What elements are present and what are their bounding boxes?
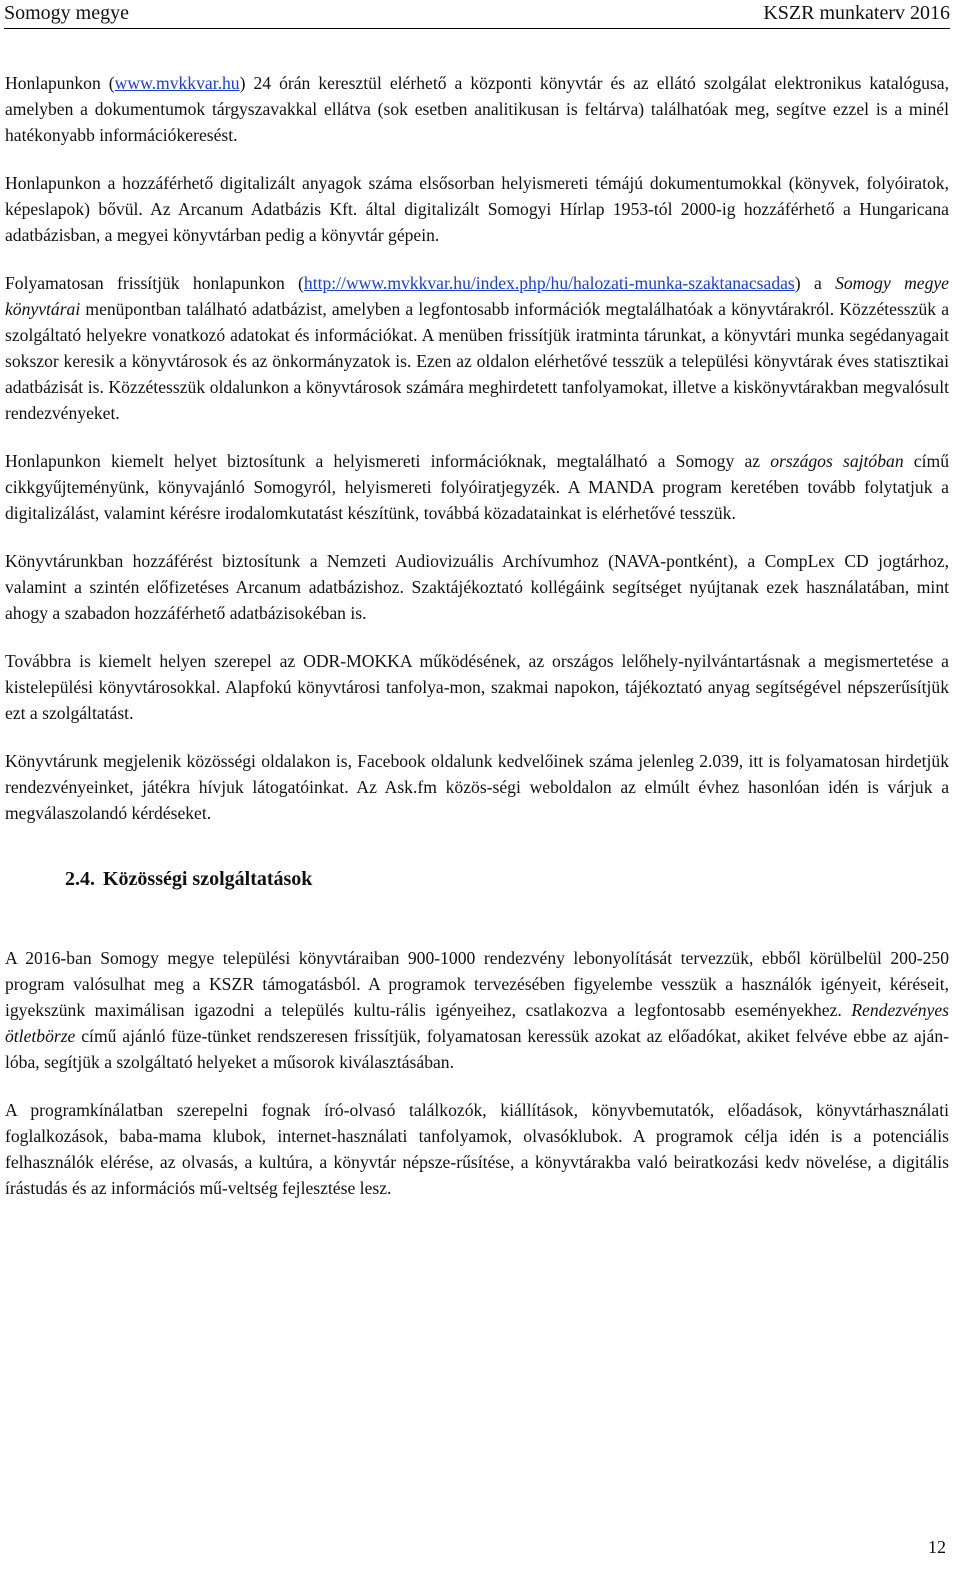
paragraph-website-updates: Folyamatosan frissítjük honlapunkon (http://www.mvkkvar.hu/index.php/hu/halozati-munka-szaktanacsadas) a Somogy megye könyvtárai menüpontban található adatbázist, amelyben a legfontosabb információk megtalálhatóak a könyvtárakról. Közzétesszük a szolgáltató helyekre vonatkozó adatokat és információkat. A menüben frissítjük iratminta tárunkat, a könyvtári munka segédanyagait sokszor keresik a könyvtárosok és az önkormányzatok is. Ezen az oldalon elérhetővé tesszük a települési könyvtárak éves statisztikai adatbázisát is. Közzétesszük oldalunkon a könyvtárosok számára meghirdetett tanfolyamokat, illetve a kiskönyvtárakban megvalósult rendezvényeket.	[5, 273, 949, 423]
paragraph-events-plan: A 2016-ban Somogy megye települési könyvtáraiban 900-1000 rendezvény lebonyolítását tervezzük, ebből körülbelül 200-250 program valósulhat meg a KSZR támogatásból. A programok tervezésében figyelembe vesszük a használók igényeit, kéréseit, igyekszünk maximálisan igazodni a település kultu-rális igényeihez, csatlakozva a legfontosabb eseményekhez. Rendezvényes ötletbörze című ajánló füze-tünket rendszeresen frissítjük, folyamatosan keressük azokat az előadókat, akiket felvéve ebbe az aján-lóba, segítjük a szolgáltató helyeket a műsorok kiválasztásában.	[5, 948, 949, 1072]
header-county: Somogy megye	[4, 2, 129, 24]
paragraph-social-media: Könyvtárunk megjelenik közösségi oldalakon is, Facebook oldalunk kedvelőinek száma jelenleg 2.039, itt is folyamatosan hirdetjük rendezvényeinket, játékra hívjuk látogatóinkat. Az Ask.fm közös-ségi weboldalon az elmúlt évhez hasonlóan idén is várjuk a megválaszolandó kérdéseket.	[5, 751, 949, 823]
paragraph-odr-mokka: Továbbra is kiemelt helyen szerepel az ODR-MOKKA működésének, az országos lelőhely-nyilvántartásnak a megismertetése a kistelepülési könyvtárosokkal. Alapfokú könyvtárosi tanfolya-mon, szakmai napokon, tájékoztató anyag segítségével népszerűsítjük ezt a szolgáltatást.	[5, 651, 949, 723]
page-header	[4, 0, 950, 29]
paragraph-database-access: Könyvtárunkban hozzáférést biztosítunk a Nemzeti Audiovizuális Archívumhoz (NAVA-pontként), a CompLex CD jogtárhoz, valamint a szintén előfizetéses Arcanum adatbázishoz. Szaktájékoztató kollégáink segítséget nyújtanak ezek használatában, mint ahogy a szabadon hozzáférhető adatbázisokéban is.	[5, 551, 949, 623]
network-page-link[interactable]: http://www.mvkkvar.hu/index.php/hu/halozati-munka-szaktanacsadas	[303, 273, 795, 293]
header-document-title: KSZR munkaterv 2016	[763, 2, 950, 24]
paragraph-catalog: Honlapunkon (www.mvkkvar.hu) 24 órán keresztül elérhető a központi könyvtár és az ellátó szolgálat elektronikus katalógusa, amelyben a dokumentumok tárgyszavakkal ellátva (sok esetben analitikusan is feltárva) találhatóak meg, segítve ezzel is a minél hatékonyabb információkeresést.	[5, 73, 949, 145]
section-number: 2.4.	[65, 868, 95, 890]
website-link[interactable]: www.mvkkvar.hu	[114, 73, 240, 93]
page-number: 12	[928, 1537, 946, 1557]
paragraph-digitized: Honlapunkon a hozzáférhető digitalizált anyagok száma elsősorban helyismereti témájú dokumentumokkal (könyvek, folyóiratok, képeslapok) bővül. Az Arcanum Adatbázis Kft. által digitalizált Somogyi Hírlap 1953-tól 2000-ig hozzáférhető a Hungaricana adatbázisban, a megyei könyvtárban pedig a könyvtár gépein.	[5, 173, 949, 245]
document-body	[5, 70, 949, 1223]
section-title: Közösségi szolgáltatások	[103, 868, 313, 890]
paragraph-local-history: Honlapunkon kiemelt helyet biztosítunk a helyismereti információknak, megtalálható a Somogy az országos sajtóban című cikkgyűjteményünk, könyvajánló Somogyról, helyismereti folyóiratjegyzék. A MANDA program keretében tovább folytatjuk a digitalizálást, valamint kérésre irodalomkutatást készítünk, továbbá közadatainkat is elérhetővé tesszük.	[5, 451, 949, 523]
section-heading	[65, 868, 949, 891]
paragraph-program-offer: A programkínálatban szerepelni fognak író-olvasó találkozók, kiállítások, könyvbemutatók, előadások, könyvtárhasználati foglalkozások, baba-mama klubok, internet-használati tanfolyamok, olvasóklubok. A programok célja idén is a potenciális felhasználók elérése, az olvasás, a kultúra, a könyvtár népsze-rűsítése, a könyvtárakba való beiratkozási kedv növelése, a digitális írástudás és az információs mű-veltség fejlesztése lesz.	[5, 1100, 949, 1198]
